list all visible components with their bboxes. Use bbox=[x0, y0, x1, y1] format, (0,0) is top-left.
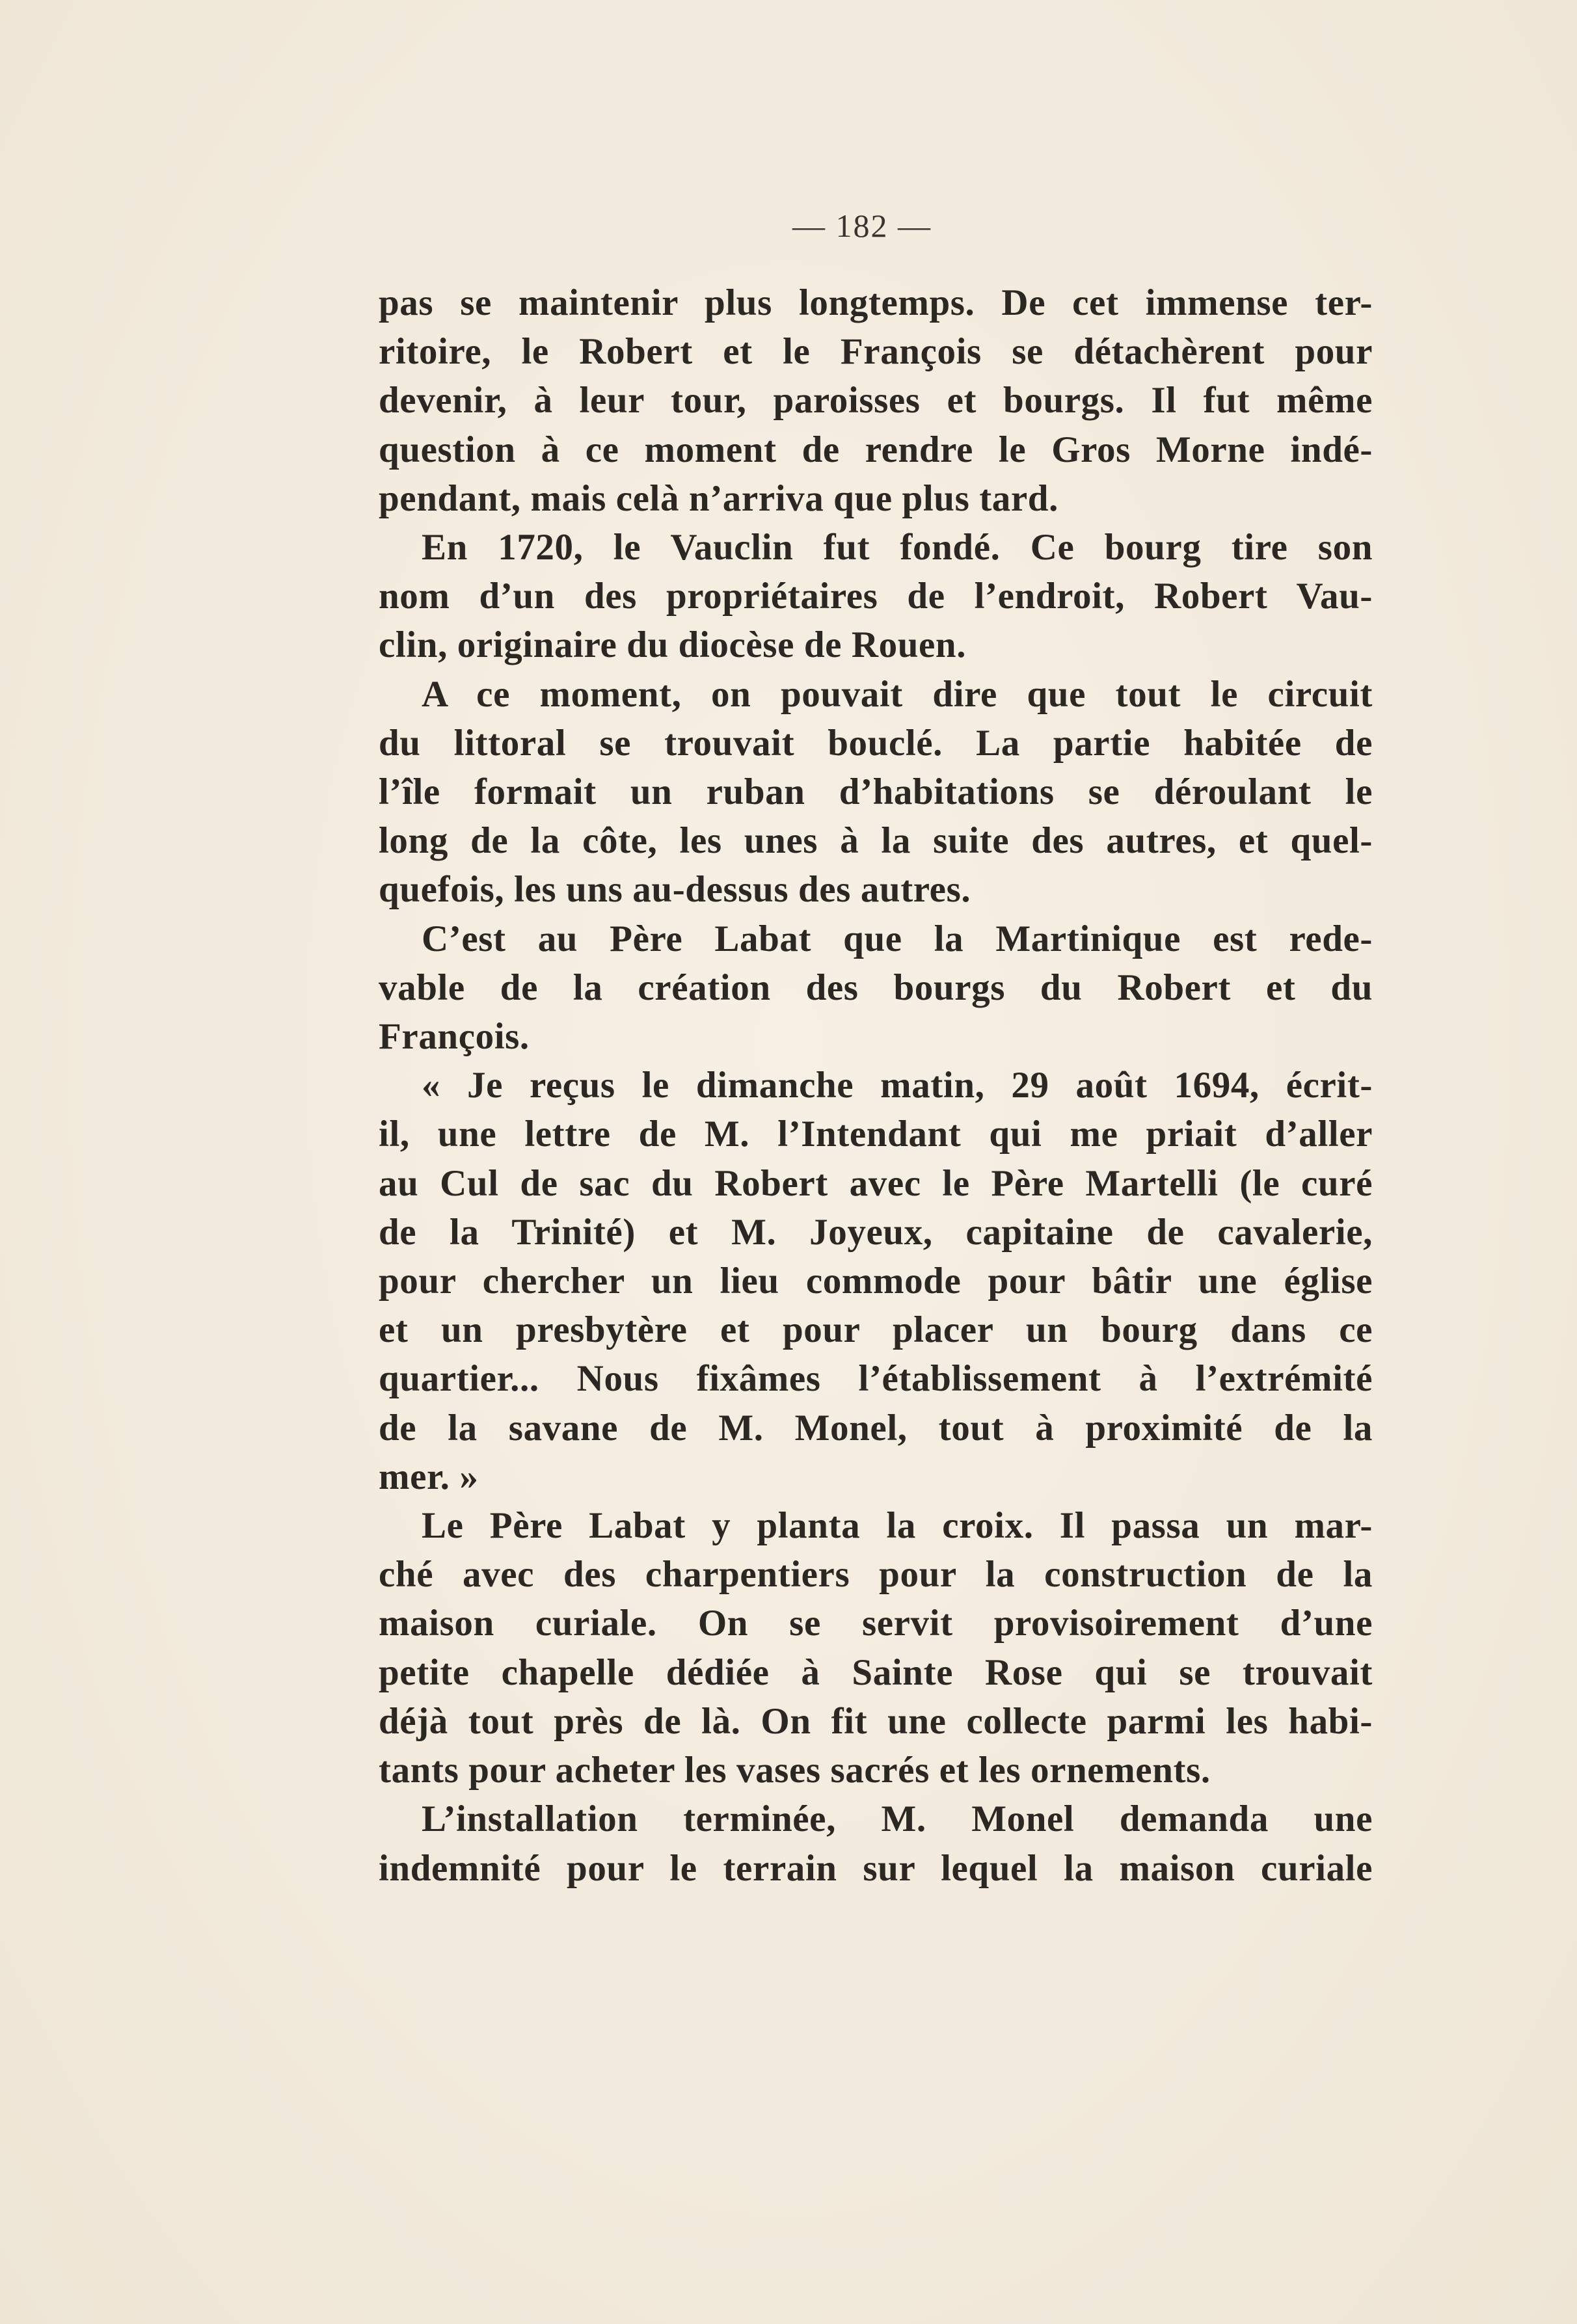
text-line: tants pour acheter les vases sacrés et les ornements. bbox=[379, 1750, 1211, 1791]
text-line: long de la côte, les unes à la suite des autres, et quel- bbox=[379, 820, 1373, 862]
text-line: devenir, à leur tour, paroisses et bourgs. Il fut même bbox=[379, 380, 1373, 421]
text-line: au Cul de sac du Robert avec le Père Martelli (le curé bbox=[379, 1162, 1373, 1204]
page-number: — 182 — bbox=[792, 207, 932, 244]
text-line: du littoral se trouvait bouclé. La partie habitée de bbox=[379, 722, 1373, 764]
text-line: pour chercher un lieu commode pour bâtir une église bbox=[379, 1261, 1373, 1302]
paragraph-1 bbox=[379, 278, 1373, 523]
body-text bbox=[379, 278, 1373, 1893]
paragraph-4 bbox=[379, 915, 1373, 1062]
text-line: mer. » bbox=[379, 1456, 479, 1497]
text-line: il, une lettre de M. l’Intendant qui me priait d’aller bbox=[379, 1114, 1373, 1155]
text-line: Le Père Labat y planta la croix. Il passa un mar- bbox=[422, 1505, 1373, 1547]
paragraph-7 bbox=[379, 1795, 1373, 1892]
text-line: petite chapelle dédiée à Sainte Rose qui se trouvait bbox=[379, 1651, 1373, 1693]
text-line: déjà tout près de là. On fit une collecte parmi les habi- bbox=[379, 1700, 1373, 1742]
text-line: de la Trinité) et M. Joyeux, capitaine de cavalerie, bbox=[379, 1211, 1373, 1253]
text-line: clin, originaire du diocèse de Rouen. bbox=[379, 624, 967, 666]
text-line: ritoire, le Robert et le François se détachèrent pour bbox=[379, 331, 1373, 373]
text-line: « Je reçus le dimanche matin, 29 août 1694, écrit- bbox=[422, 1065, 1373, 1106]
text-line: quartier... Nous fixâmes l’établissement à l’extrémité bbox=[379, 1358, 1373, 1400]
text-line: ché avec des charpentiers pour la construction de la bbox=[379, 1554, 1373, 1596]
text-line: quefois, les uns au-dessus des autres. bbox=[379, 869, 971, 911]
text-line: C’est au Père Labat que la Martinique est rede- bbox=[422, 918, 1373, 959]
text-line: nom d’un des propriétaires de l’endroit, Robert Vau- bbox=[379, 576, 1373, 617]
text-line: En 1720, le Vauclin fut fondé. Ce bourg tire son bbox=[422, 527, 1373, 568]
text-line: maison curiale. On se servit provisoirement d’une bbox=[379, 1603, 1373, 1644]
text-line: A ce moment, on pouvait dire que tout le circuit bbox=[422, 673, 1373, 715]
paragraph-2 bbox=[379, 523, 1373, 670]
text-line: de la savane de M. Monel, tout à proximité de la bbox=[379, 1407, 1373, 1449]
text-line: vable de la création des bourgs du Robert et du bbox=[379, 967, 1373, 1008]
text-line: L’installation terminée, M. Monel demanda une bbox=[422, 1798, 1373, 1840]
text-line: question à ce moment de rendre le Gros Morne indé- bbox=[379, 429, 1373, 470]
text-line: et un presbytère et pour placer un bourg dans ce bbox=[379, 1309, 1373, 1351]
text-line: pas se maintenir plus longtemps. De cet immense ter- bbox=[379, 282, 1373, 323]
text-line: pendant, mais celà n’arriva que plus tard. bbox=[379, 477, 1058, 519]
paragraph-6 bbox=[379, 1501, 1373, 1795]
text-line: François. bbox=[379, 1016, 530, 1058]
paragraph-3 bbox=[379, 670, 1373, 915]
text-line: l’île formait un ruban d’habitations se déroulant le bbox=[379, 771, 1373, 813]
text-line: indemnité pour le terrain sur lequel la maison curiale bbox=[379, 1847, 1373, 1889]
paragraph-5-quotation bbox=[379, 1061, 1373, 1501]
